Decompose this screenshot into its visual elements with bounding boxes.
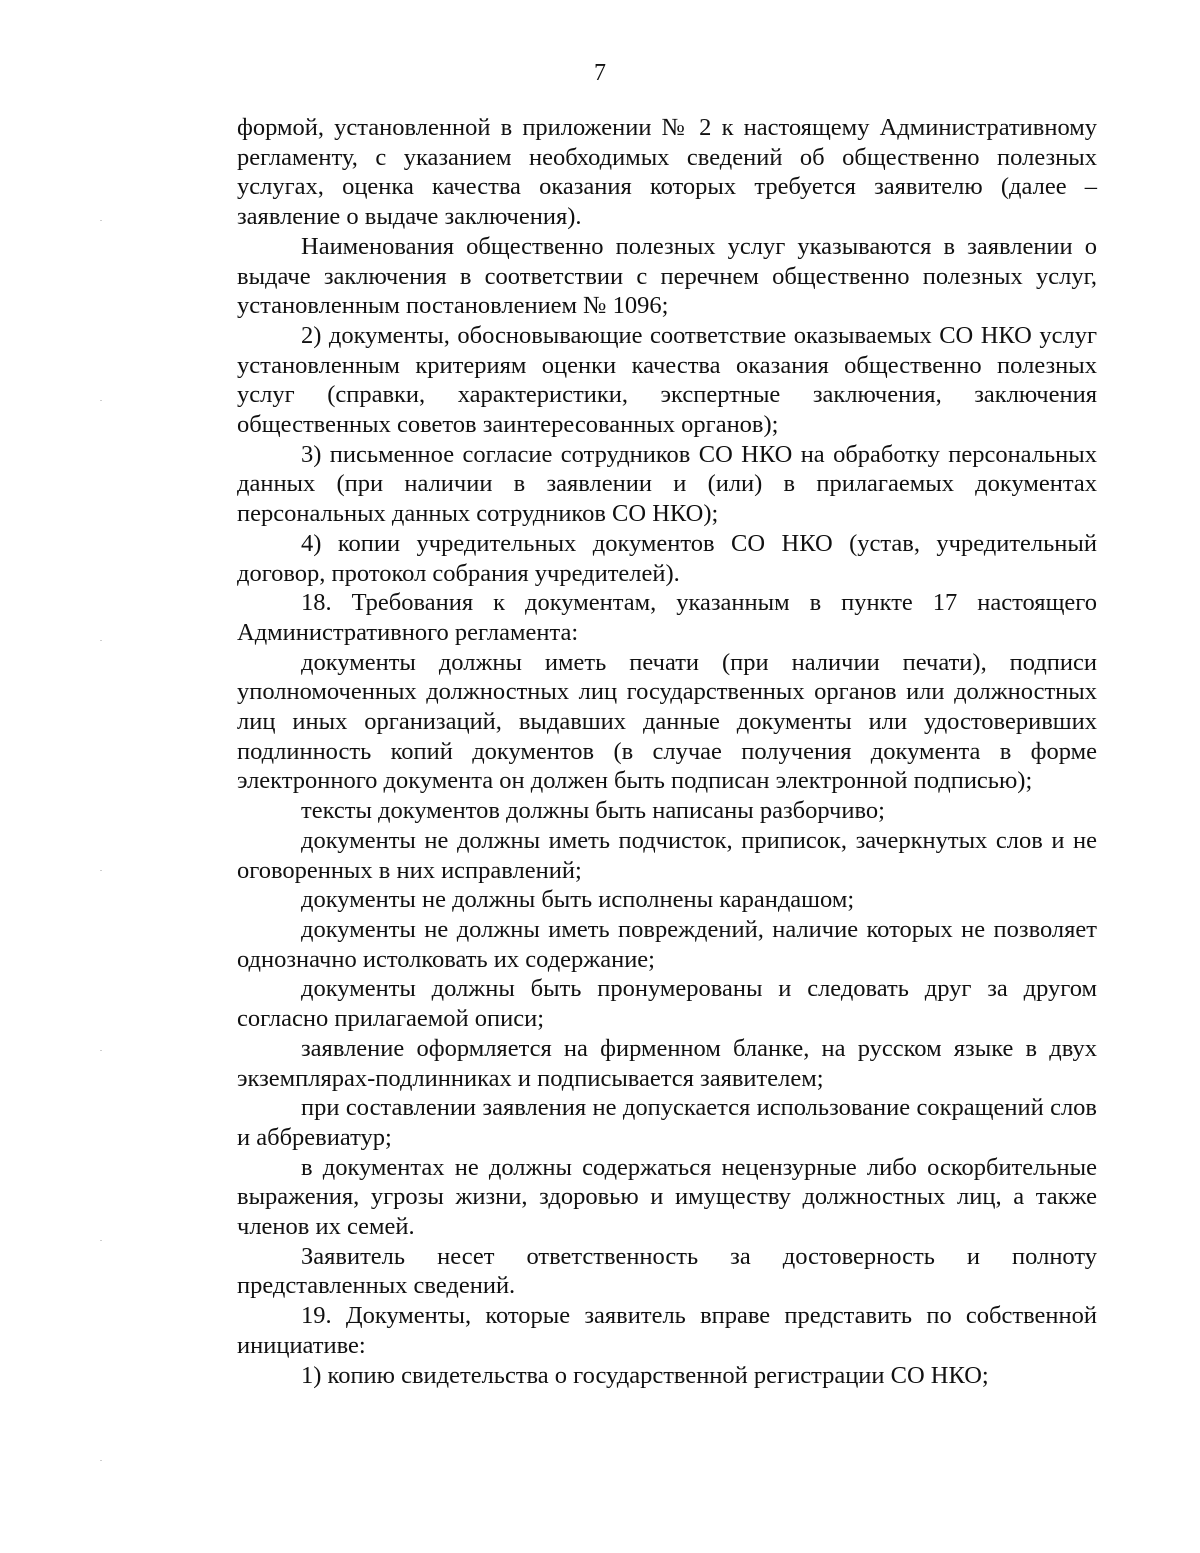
paragraph-item-4: 4) копии учредительных документов СО НКО (устав, учредительный договор, протокол собрания учредителей).: [237, 529, 1097, 587]
paragraph-section-18: 18. Требования к документам, указанным в пункте 17 настоящего Административного регламента:: [237, 589, 1097, 646]
paragraph-applicant-responsibility: Заявитель несет ответственность за достоверность и полноту представленных сведений.: [237, 1242, 1097, 1300]
paragraph-requirement-no-obscene: в документах не должны содержаться нецензурные либо оскорбительные выражения, угрозы жизни, здоровью и имуществу должностных лиц, а также членов их семей.: [237, 1153, 1097, 1241]
paragraph-requirement-numbered: документы должны быть пронумерованы и следовать друг за другом согласно прилагаемой описи;: [237, 975, 1097, 1033]
page-number: 7: [594, 60, 606, 86]
paragraph-section-19: 19. Документы, которые заявитель вправе представить по собственной инициативе:: [237, 1302, 1097, 1359]
paragraph-section-19-item-1: 1) копию свидетельства о государственной регистрации СО НКО;: [301, 1361, 989, 1389]
paragraph-application-form: формой, установленной в приложении № 2 к настоящему Административному регламенту, с указанием необходимых сведений об общественно полезных услугах, оценка качества оказания которых требуется заявителю (далее – заявление о выдаче заключения).: [237, 114, 1097, 231]
paragraph-requirement-no-damage: документы не должны иметь повреждений, наличие которых не позволяет однозначно истолковать их содержание;: [237, 915, 1097, 973]
paragraph-requirement-no-pencil: документы не должны быть исполнены карандашом;: [301, 886, 855, 914]
paragraph-requirement-legible: тексты документов должны быть написаны разборчиво;: [301, 797, 885, 825]
paragraph-requirement-letterhead: заявление оформляется на фирменном бланке, на русском языке в двух экземплярах-подлинниках и подписывается заявителем;: [237, 1034, 1097, 1092]
paragraph-service-names: Наименования общественно полезных услуг указываются в заявлении о выдаче заключения в соответствии с перечнем общественно полезных услуг, установленным постановлением № 1096;: [237, 232, 1097, 320]
paragraph-item-3: 3) письменное согласие сотрудников СО НКО на обработку персональных данных (при наличии в заявлении и (или) в прилагаемых документах персональных данных сотрудников СО НКО);: [237, 440, 1097, 528]
scan-margin-marks: [100, 220, 106, 1470]
paragraph-item-2: 2) документы, обосновывающие соответствие оказываемых СО НКО услуг установленным критериям оценки качества оказания общественно полезных услуг (справки, характеристики, экспертные заключения, заключения общественных советов заинтересованных органов);: [237, 321, 1097, 439]
paragraph-requirement-no-abbreviations: при составлении заявления не допускается использование сокращений слов и аббревиатур;: [237, 1094, 1097, 1151]
paragraph-requirement-no-erasures: документы не должны иметь подчисток, приписок, зачеркнутых слов и не оговоренных в них исправлений;: [237, 826, 1097, 884]
paragraph-requirement-seals: документы должны иметь печати (при наличии печати), подписи уполномоченных должностных лиц государственных органов или должностных лиц иных организаций, выдавших данные документы или удостоверивших подлинность копий документов (в случае получения документа в форме электронного документа он должен быть подписан электронной подписью);: [237, 648, 1097, 795]
document-body: [237, 113, 1097, 1390]
